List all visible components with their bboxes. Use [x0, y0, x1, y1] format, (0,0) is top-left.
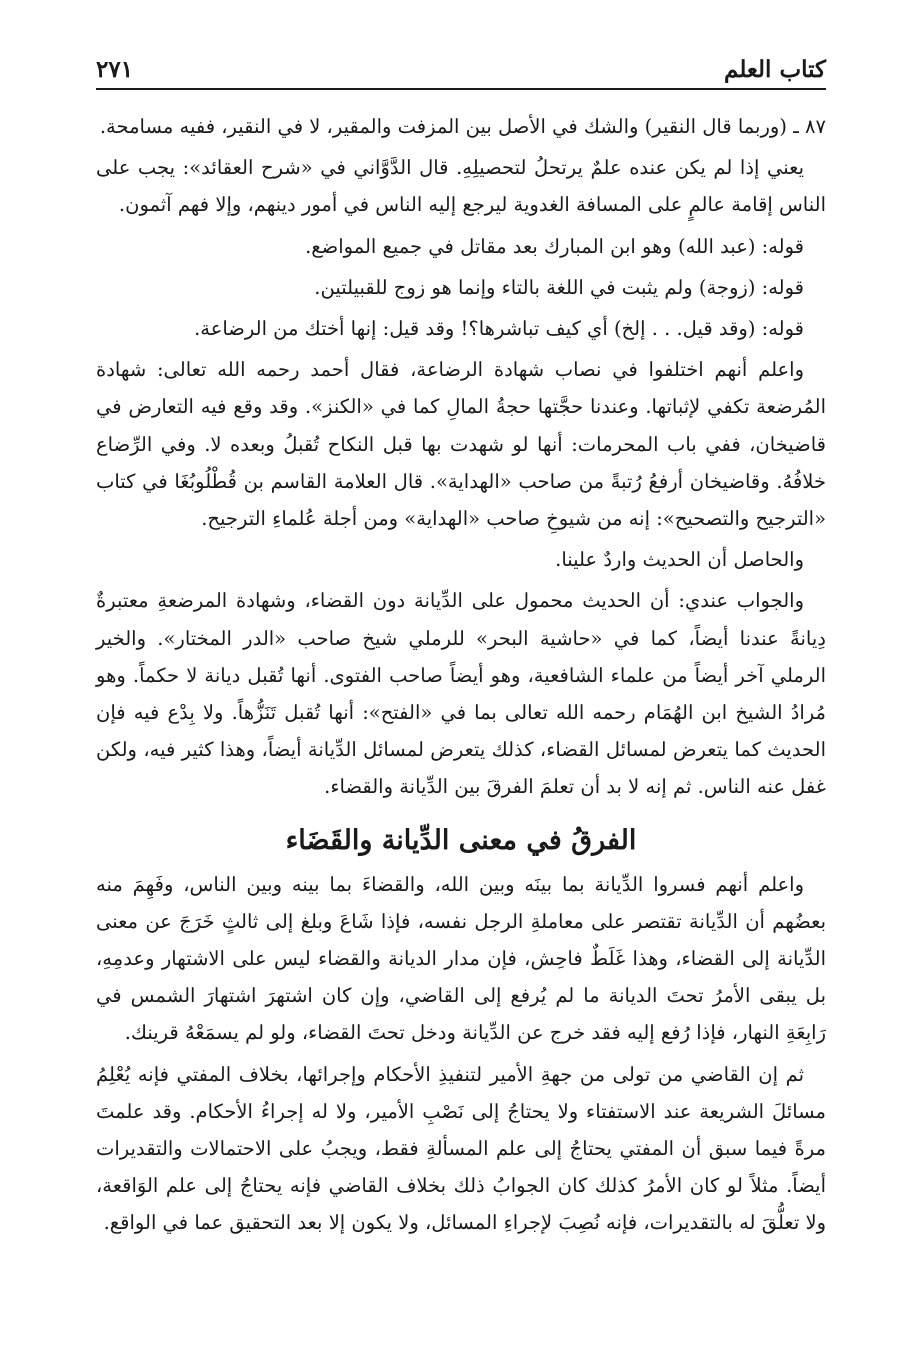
commentary-line: قوله: (عبد الله) وهو ابن المبارك بعد مقاتل في جميع المواضع.: [305, 234, 804, 258]
commentary-line: قوله: (وقد قيل. . . إلخ) أي كيف تباشرها؟! وقد قيل: إنها أختك من الرضاعة.: [194, 317, 804, 341]
paragraph: والجواب عندي: أن الحديث محمول على الدِّيانة دون القضاء، وشهادة المرضعةِ معتبرةٌ دِيانةً عندنا أيضاً، كما في «حاشية البحر» للرملي شيخ صاحب «الدر المختار». والخير الرملي آخر أيضاً من علماء الشافعية، وهو أيضاً صاحب الفتوى. أنها تُقبل ديانة لا حكماً. وهو مُرادُ الشيخ ابن الهُمَام رحمه الله تعالى بما في «الفتح»: أنها تُقبل تَنَزُّهاً. ولا بِدْع فيه فإن الحديث كما يتعرض لمسائل القضاء، كذلك يتعرض لمسائل الدِّيانة أيضاً، وهذا كثير فيه، ولكن غفل عنه الناس. ثم إنه لا بد أن تعلمَ الفرقَ بين الدِّيانة والقضاء.: [96, 589, 826, 799]
paragraph: واعلم أنهم اختلفوا في نصاب شهادة الرضاعة، فقال أحمد رحمه الله تعالى: شهادة المُرضعة تكفي لإثباتها. وعندنا حجَّتها حجةُ المالِ كما في «الكنز». وقد وقع فيه التعارض في قاضيخان، ففي باب المحرمات: أنها لو شهدت بها قبل النكاح تُقبلُ وبعده لا. وفي الرِّضاع خلافُهُ. وقاضيخان أرفعُ رُتبةً من صاحب «الهداية». قال العلامة القاسم بن قُطْلُوبُغَا في كتاب «الترجيح والتصحيح»: إنه من شيوخِ صاحب «الهداية» ومن أجلة عُلماءِ الترجيح.: [96, 358, 826, 531]
commentary-line: قوله: (زوجة) ولم يثبت في اللغة بالتاء وإنما هو زوج للقبيلتين.: [314, 275, 804, 299]
paragraph: يعني إذا لم يكن عنده علمٌ يرتحلُ لتحصيلِهِ. قال الدَّوَّاني في «شرح العقائد»: يجب على الناس إقامة عالمٍ على المسافة الغدوية ليرجع إليه الناس في أمور دينهم، وإلا فهم آثمون.: [96, 156, 826, 217]
main-text: [96, 108, 826, 1246]
page-number: ٢٧١: [96, 56, 134, 83]
page-header: [96, 48, 826, 90]
note-87-paragraph: ٨٧ ـ (وربما قال النقير) والشك في الأصل بين المزفت والمقير، لا في النقير، ففيه مسامحة.: [99, 115, 826, 138]
section-heading: الفرقُ في معنى الدِّيانة والقَضَاء: [285, 824, 637, 856]
running-title: كتاب العلم: [724, 56, 826, 83]
paragraph: واعلم أنهم فسروا الدِّيانة بما بينَه وبين الله، والقضاءَ بما بينه وبين الناس، وفَهِمَ منه بعضُهم أن الدِّيانة تقتصر على معاملةِ الرجل نفسه، فإذا شَاعَ وبلغ إلى ثالثٍ خَرَجَ عن معنى الدِّيانة إلى القضاء، وهذا غَلَطٌ فاحِش، فإن مدار الديانة والقضاء ليس على الاشتهار وعدمِهِ، بل يبقى الأمرُ تحتَ الديانة ما لم يُرفع إلى القاضي، وإن كان اشتهرَ اشتهارَ الشمس في رَابِعَةِ النهار، فإذا رُفع إليه فقد خرج عن الدِّيانة ودخل تحتَ القضاء، ولو لم يسمَعْهُ قرينك.: [96, 872, 826, 1045]
paragraph: ثم إن القاضي من تولى من جهةِ الأمير لتنفيذِ الأحكام وإجرائها، بخلاف المفتي فإنه يُعْلِمُ مسائلَ الشريعة عند الاستفتاء ولا يحتاجُ إلى نَصْبِ الأمير، ولا له إجراءُ الأحكام. وقد علمتَ مرةً فيما سبق أن المفتي يحتاجُ إلى علم المسألةِ فقط، ويجبُ على الاحتمالات والتقديرات أيضاً. مثلاً لو كان الأمرُ كذلك كان الجوابُ ذلك بخلاف القاضي فإنه يحتاجُ إلى علم الوَاقعة، ولا تعلُّقَ له بالتقديرات، فإنه نُصِبَ لإجراءِ المسائل، ولا يكون إلا بعد التحقيق عما في الواقع.: [96, 1062, 826, 1235]
paragraph: والحاصل أن الحديث واردٌ علينا.: [555, 548, 804, 572]
